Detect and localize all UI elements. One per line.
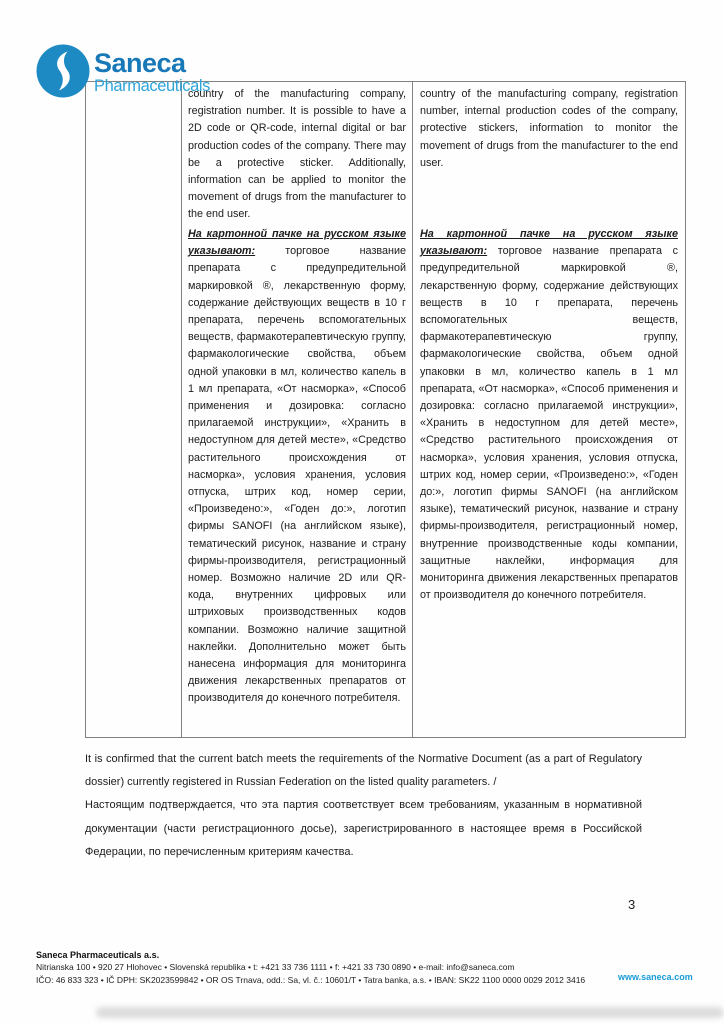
left-english-paragraph: country of the manufacturing company, registration number. It is possible to have a 2D code or QR-code, internal digital or bar production codes of the company. There may be a protective sticker. Additionally, information can be applied to monitor the movement of drugs from the manufacturer to the end user. <box>188 88 406 221</box>
footer-address-line: Nitrianska 100 • 920 27 Hlohovec • Slovenská republika • t: +421 33 736 1111 • f: +421 33 730 0890 • e-mail: info@saneca.com <box>36 962 515 973</box>
right-russian-body: торговое название препарата с предупредительной маркировкой ®, лекарственную форму, содержание действующих веществ в 10 г препарата, перечень вспомогательных веществ, фармакотерапевтическую группу, фармакологические свойства, объем одной упаковки в мл, количество капель в 1 мл препарата, «От насморка», «Способ применения и дозировка: согласно прилагаемой инструкции», «Хранить в недоступном для детей месте», «Средство растительного происхождения от насморка», условия хранения, условия отпуска, штрих код, номер серии, «Произведено:», «Годен до:», логотип фирмы SANOFI (на английском языке), тематический рисунок, название и страну фирмы-производителя, регистрационный номер, внутренние производственные коды компании, защитные наклейки, информация для мониторинга движения лекарственных препаратов от производителя до конечного потребителя. <box>420 245 678 602</box>
confirmation-english: It is confirmed that the current batch meets the requirements of the Normative Document (as a part of Regulatory dossier) currently registered in Russian Federation on the listed quality parameters. / <box>85 753 642 789</box>
footer-company-name: Saneca Pharmaceuticals a.s. <box>36 950 160 960</box>
saneca-logo-text <box>94 50 210 95</box>
left-russian-paragraph <box>188 226 406 708</box>
footer-registration-line: IČO: 46 833 323 • IČ DPH: SK2023599842 • OR OS Trnava, odd.: Sa, vl. č.: 10601/T • Tatra banka, a.s. • IBAN: SK22 1100 0000 0029 2012 3416 <box>36 974 586 985</box>
saneca-logo-icon <box>36 44 90 98</box>
logo-company-subtitle: Pharmaceuticals <box>94 77 210 95</box>
scan-shadow-artifact <box>96 1007 724 1018</box>
labeling-comparison-table <box>85 81 686 738</box>
table-left-column <box>182 82 413 737</box>
footer-website: www.saneca.com <box>618 972 693 982</box>
table-empty-column <box>86 82 182 737</box>
right-english-paragraph: country of the manufacturing company, registration number, internal production codes of the company, protective stickers, information to monitor the movement of drugs from the manufacturer to the end user. <box>420 88 678 169</box>
saneca-logo <box>36 44 210 98</box>
confirmation-statement <box>85 748 642 864</box>
confirmation-russian: Настоящим подтверждается, что эта партия соответствует всем требованиям, указанным в нормативной документации (части регистрационного досье), зарегистрированного в настоящее время в Российской Федерации, по перечисленным критериям качества. <box>85 799 642 858</box>
table-right-column <box>413 82 685 737</box>
left-russian-body: торговое название препарата с предупредительной маркировкой ®, лекарственную форму, содержание действующих веществ в 10 г препарата, перечень вспомогательных веществ, фармакотерапевтическую группу, фармакологические свойства, объем одной упаковки в мл, количество капель в 1 мл препарата, «От насморка», «Способ применения и дозировка: согласно прилагаемой инструкции», «Хранить в недоступном для детей месте», «Средство растительного происхождения от насморка», условия хранения, условия отпуска, штрих код, номер серии, «Произведено:», «Годен до:», логотип фирмы SANOFI (на английском языке), тематический рисунок, название и страну фирмы-производителя, регистрационный номер. Возможно наличие 2D или QR-кода, внутренних цифровых или штриховых производственных кодов компании. Возможно наличие защитной наклейки. Дополнительно может быть нанесена информация для мониторинга движения лекарственных препаратов от производителя до конечного потребителя. <box>188 245 407 705</box>
right-russian-heading: На картонной пачке на русском языке указывают: <box>420 228 678 258</box>
right-russian-paragraph <box>420 226 678 604</box>
page-number: 3 <box>628 897 636 912</box>
left-russian-heading: На картонной пачке на русском языке указывают: <box>188 228 406 258</box>
logo-company-name: Saneca <box>94 48 186 78</box>
footer <box>36 949 636 986</box>
